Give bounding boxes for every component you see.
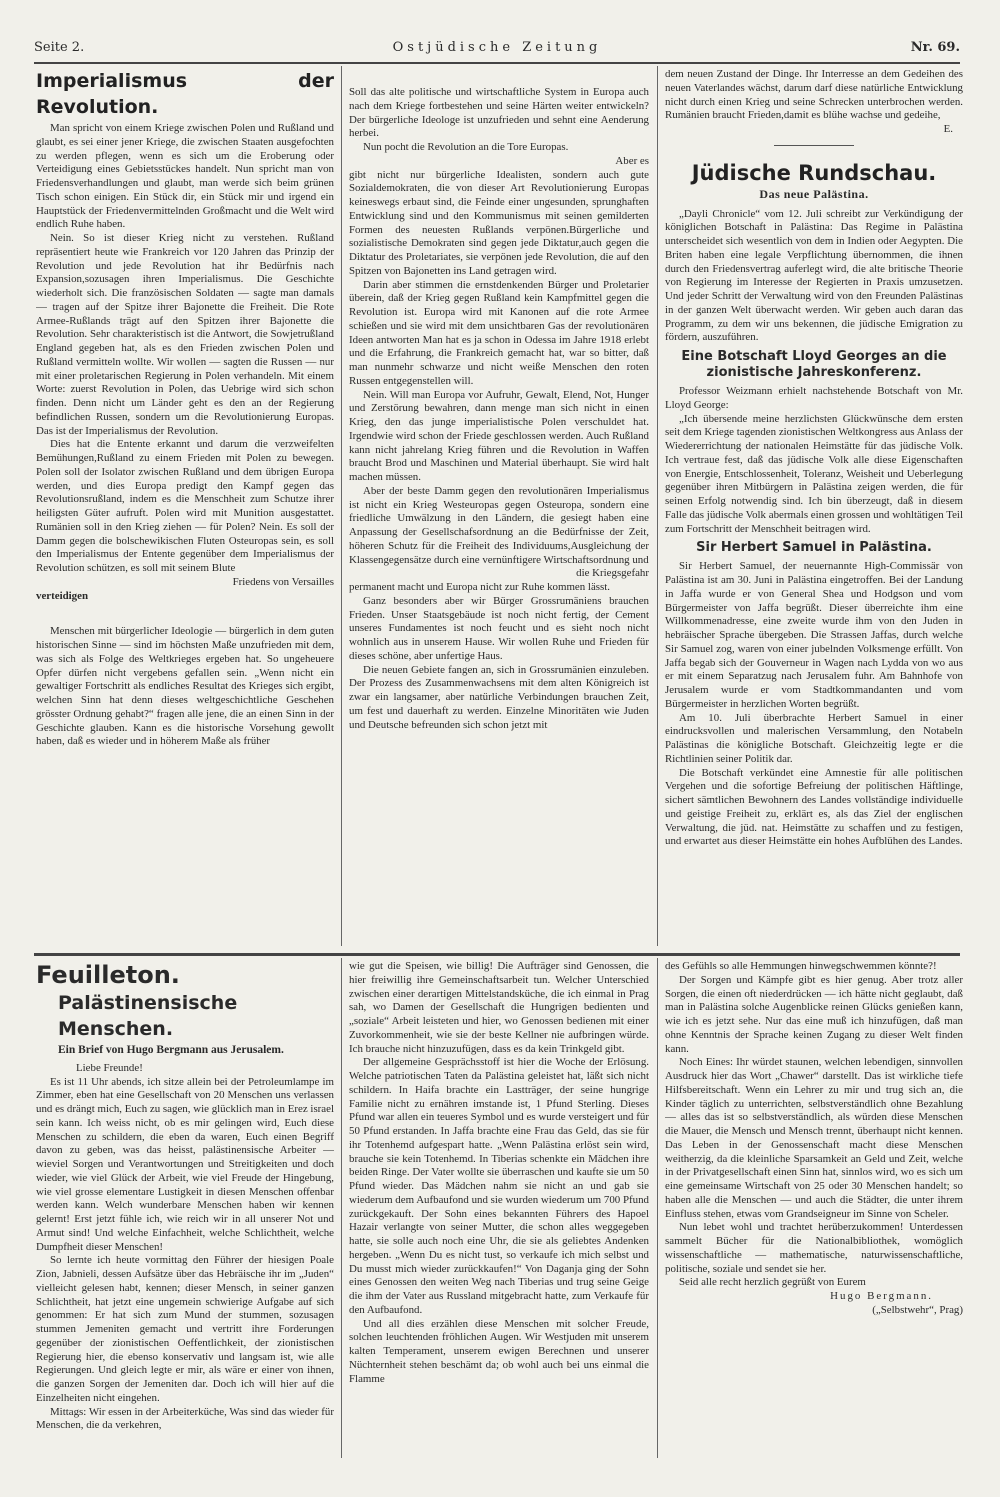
feuilleton-rule [34, 953, 960, 956]
column-divider [341, 958, 342, 1458]
paragraph: Nein. So ist dieser Krieg nicht zu verstehen. Rußland repräsentiert heute wie Frankreich vor 120 Jahren das Prinzip der Revolution und jede Revolution hat ihr Bedürfnis nach Expansion,sozusagen ihren Imperialismus. Die Geschichte wiederholt sich. Die französischen Soldaten — sagte man damals — tragen auf der Spitze ihrer Bajonette die Freiheit. Die Rote Armee-Rußlands trägt auf den Spitzen ihrer Bajonette die Revolution. Sehr charakteristisch ist die Antwort, die Sowjetrußland England gegeben hat, als es den Frieden zwischen Polen und Rußland vermitteln wollte. Wir wollen — sagten die Russen — nur mit einer proletarischen Regierung in Polen verhandeln. Mit einem Worte: zuerst Revolution in Polen, das Uebrige wird sich schon finden. Denn nicht um Länder geht es den an der Regierung befindlichen Russen, sondern um die Revolutionierung Europas. Das ist der Imperialismus der Revolution. [36, 232, 334, 437]
author-initial: E. [943, 123, 953, 135]
paragraph: wie gut die Speisen, wie billig! Die Aufträger sind Genossen, die hier freiwillig ihre Gemeinschaftsarbeit tun. Welcher Unterschied zwischen einer derartigen Mittelstandsküche, die ich einmal in Prag sah, wo Damen der Gesellschaft die Hungrigen bedienten und „soziale“ Arbeit leisteten und hier, wo Genossen bedienen mit einer Zuvorkommenheit, wie sie der beste Kellner nie aufbringen würde. Ich brauche nicht hinzuzufügen, dass es da kein Trinkgeld gibt. [349, 960, 649, 1055]
feuilleton-column-3 [665, 960, 963, 1460]
page-header [34, 40, 960, 60]
section-title: Jüdische Rundschau. [691, 160, 937, 185]
issue-number: Nr. 69. [910, 40, 960, 55]
subheading: Das neue Palästina. [759, 186, 869, 201]
paragraph: dem neuen Zustand der Dinge. Ihr Interresse an dem Gedeihen des neuen Vaterlandes wächst, darum darf diese natürliche Entwicklung nicht durch einen Krieg und seine Schrecken unterbrochen werden. Rumänien braucht Frieden,damit es blühe wachse und gedeihe, [665, 68, 963, 122]
newspaper-title: Ostjüdische Zeitung [392, 40, 602, 55]
paragraph: Noch Eines: Ihr würdet staunen, welchen lebendigen, sinnvollen Ausdruck hier das Wort „Chawer“ darstellt. Das ist wirkliche tiefe Hilfsbereitschaft. Wenn ein Lehrer zu mir und trug sich an, die Kinder täglich zu unterrichten, selbstverständlich ohne Bezahlung — alles das ist so selbstverständlich, als würden diese Menschen die Mauer, die Mensch und Mensch trennt, überhaupt nicht kennen. Das Leben in der Genossenschaft macht diese Menschen weitherzig, da die kleinliche Sparsamkeit an Geld und Zeit, welche in der Privatgesellschaft einen Sinn hat, sinnlos wird, wo es sich um eine gemeinsame Wirtschaft von 25 oder 30 Menschen handelt; so haben alle die Menschen — und auch die Städter, die unter ihrem Einfluss stehen, etwas vom Grandseigneur im Sinne von Scheler. [665, 1056, 963, 1220]
subheading: Eine Botschaft Lloyd Georges an die zionistische Jahreskonferenz. [681, 349, 947, 380]
paragraph: Soll das alte politische und wirtschaftliche System in Europa auch nach dem Kriege fortbestehen und seine Härten weiter entwickeln? Der bürgerliche Ideologe ist unzufrieden und sehnt eine Aenderung herbei. [349, 86, 649, 140]
page-number: Seite 2. [34, 40, 85, 55]
paragraph: Es ist 11 Uhr abends, ich sitze allein bei der Petroleumlampe im Zimmer, eben hat eine Gesellschaft von 20 Menschen uns verlassen und es drängt mich, Euch zu sagen, wie glücklich man in Erez israel sein kann. Ich weiss nicht, ob es mir gelingen wird, Euch diese Menschen zu schildern, die eben da waren, Euch einen Begriff davon zu geben, was das heisst, palästinensische Arbeiter — wieviel Sorgen und Verantwortungen und Streitigkeiten und doch wieder, wie viel Glück der Arbeit, wie viel Freude der Hingebung, wie viel grosse elementare Lustigkeit in diesen Menschen offenbar werden kann. Welch wunderbare Menschen haben wir kennen gelernt! Erst jetzt fühle ich, wie reich wir in all unserer Not und Armut sind! Und welche Einfachheit, welche Schlichtheit, welche Dumpfheit dieser Menschen! [36, 1075, 334, 1253]
article-column-1 [36, 68, 334, 948]
paragraph: „Ich übersende meine herzlichsten Glückwünsche dem ersten seit dem Kriege tagenden zionistischen Weltkongress aus Anlass der Wiedererrichtung der nationalen Heimstätte für das jüdische Volk. Ich vertraue fest, daß das jüdische Volk alle diese Eigenschaften von Energie, Entschlossenheit, Toleranz, Weisheit und Ueberlegung gegenüber ihren Mitbürgern in Palästina zeigen werden, die für seinen Erfolg notwendig sind. Ich bin überzeugt, daß in diesem Falle das jüdische Volk abermals einen grossen und wohltätigen Teil zum Fortschritt der Menschheit beitragen wird. [665, 412, 963, 535]
paragraph: verteidigen [36, 589, 89, 602]
paragraph: Nun pocht die Revolution an die Tore Europas. [363, 141, 569, 153]
paragraph: Am 10. Juli überbrachte Herbert Samuel in einer eindrucksvollen und malerischen Versammlung, den Notabeln Palästinas die königliche Botschaft. Gleichzeitig legte er die Richtlinien seiner Politik dar. [665, 711, 963, 765]
paragraph: Mittags: Wir essen in der Arbeiterküche, Was sind das wieder für Menschen, die da verkehren, [36, 1405, 334, 1432]
paragraph: Der Sorgen und Kämpfe gibt es hier genug. Aber trotz aller Sorgen, die einen oft niederdrücken — ich hätte nicht geglaubt, daß man in Palästina solche Augenblicke reinen Glücks genießen kann, wie ich es jetzt sehe. Nur das eine muß ich hinzufügen, daß man ohne Kenntnis der Sprache keinen Zugang zu dieser Welt finden kann. [665, 973, 963, 1055]
column-divider [341, 66, 342, 946]
paragraph: Aber der beste Damm gegen den revolutionären Imperialismus ist nicht ein Krieg Westeuropas gegen Osteuropa, sondern eine friedliche Umwälzung in den Ländern, die gesiegt haben eine Anpassung der Gesellschafsordnung an die Bedürfnisse der Zeit, höheren Schutz für die Freiheit des Individuums,Ausgleichung der Klassengegensätze durch eine vernünftigere Wirtschaftsordnung und [349, 484, 649, 566]
salutation: Liebe Freunde! [76, 1061, 143, 1074]
feuilleton-subtitle: Palästinensische Menschen. [58, 992, 238, 1040]
feuilleton-column-1 [36, 960, 334, 1460]
paragraph: permanent macht und Europa nicht zur Ruhe kommen lässt. [349, 581, 611, 593]
paragraph: Sir Herbert Samuel, der neuernannte High-Commissär von Palästina ist am 30. Juni in Palästina eingetroffen. Bei der Landung in Jaffa wurde er von General Shea und Hodgson und vom Bürgermeister von Jaffa begrüßt. Dieser überreichte ihm eine Willkommenadresse, eine zweite wurde ihm von den Juden in hebräischer Sprache übergeben. Die Strassen Jaffas, durch welche Sir Samuel zog, waren von einer jubelnden Volksmenge erfüllt. Von Jaffa begab sich der Gouverneur in Wagen nach Lydda von wo aus er mit einem Separatzug nach Jerusalem fuhr. Am Bahnhofe von Jerusalem wurde er vom Stadtkommandanten und vom Bürgermeister in herzlichen Worten begrüßt. [665, 560, 963, 710]
article-title: Imperialismus der Revolution. [36, 70, 334, 118]
feuilleton-title: Feuilleton. [36, 961, 180, 989]
paragraph: Aber es [615, 154, 649, 167]
paragraph: So lernte ich heute vormittag den Führer der hiesigen Poale Zion, Jabnieli, dessen Aufsätze über das Hebräische ihr im „Juden“ vielleicht gelesen habt, kennen; dieser Mensch, in seiner ganzen Schlichtheit, hat jetzt eine ungemein schwierige Aufgabe auf sich genommen: Er hat sich zum Mund der stummen, sozusagen stummen Jemeniten gemacht und vertritt ihre Forderungen gegenüber der zionistischen Oeffentlichkeit, der zionistischen Regierung hier, die ebenso konservativ und langsam ist, wie alle Regierungen. Und gleich legte er mir, als wäre er einer von ihnen, die ganzen Sorgen der Jemeniten dar. Doch ich will hier auf die Einzelheiten nicht eingehen. [36, 1254, 334, 1404]
feuilleton-byline: Ein Brief von Hugo Bergmann aus Jerusalem. [58, 1044, 284, 1056]
separator [774, 145, 854, 146]
paragraph: Darin aber stimmen die ernstdenkenden Bürger und Proletarier überein, daß der Krieg gegen Rußland kein Kampfmittel gegen die Revolution ist. Europa wird mit Kanonen auf die rote Armee schießen und sie wird mit dem unsichtbaren Gas der revolutionären Ideen antworten Man hat es ja schon in Odessa im Jahre 1918 erlebt und die Erfahrung, die Frankreich gemacht hat, war so bitter, daß man nunmehr schwarze und nicht weiße Menschen den roten Russen entgegenstellen will. [349, 278, 649, 387]
article-column-3 [665, 68, 963, 948]
paragraph: Der allgemeine Gesprächsstoff ist hier die Woche der Erlösung. Welche patriotischen Taten da Palästina geleistet hat, läßt sich nicht schildern. In Haifa brachte ein Lastträger, der seine hungrige Familie nicht zu ernähren imstande ist, 1 Pfund Sterling. Dieses Pfund war allen ein teueres Symbol und es wurde versteigert und für 50 Pfund erstanden. In Jaffa brachte eine Frau das Geld, das sie für ihr Totenhemd aufgespart hatte. „Wenn Palästina erlöst sein wird, brauche sie kein Totenhemd. In Tiberias schenkte ein Mädchen ihre beiden Ringe. Der Vater wollte sie überraschen und kaufte sie um 50 Pfund wieder. Das Mädchen nahm sie nicht an und gab sie wiederum dem Aufbaufond und sie wurden wiederum um 700 Pfund zurückgekauft. Der Sohn eines bekannten Führers des Hapoel Hazair verlangte von seiner Mutter, die schon alles weggegeben hatte, sie solle auch noch eine Uhr, die sie als geliebtes Andenken hergeben. „Wenn Du es nicht tust, so verkaufe ich mich selbst und Du musst mich wieder zurückkaufen!“ Von Daganja ging der Sohn eines Genossen den weiten Weg nach Tiberias und trug seine Geige die ihm der Vater aus Russland mitgebracht hatte, zum Verkaufe für den Aufbaufond. [349, 1056, 649, 1316]
paragraph: Man spricht von einem Kriege zwischen Polen und Rußland und glaubt, es sei einer jener Kriege, die zwischen Staaten ausgefochten zu werden pflegen, wenn es sich um die Eroberung oder Verteidigung eines Gebietsstückes handelt. Nun spricht man von Friedensverhandlungen und glaubt, man werde sich beim grünen Tisch schon einigen. Ein Stück dir, ein Stück mir und irgend ein Hauptstück der Friedenvermittelnden Großmacht und die Welt wird endlich Ruhe haben. [36, 122, 334, 231]
paragraph: Die Botschaft verkündet eine Amnestie für alle politischen Vergehen und die sofortige Befreiung der politischen Häftlinge, sichert sämtlichen Bewohnern des Landes vollständige individuelle und geistige Freiheit zu, erklärt es, als das Ziel der englischen Verwaltung, die jüd. nat. Heimstätte zu schaffen und zu festigen, und erwartet aus dieser Heimstätte ein hohes Aufblühen des Landes. [665, 766, 963, 848]
subheading: Sir Herbert Samuel in Palästina. [696, 540, 932, 556]
header-rule [34, 62, 960, 64]
paragraph: gibt nicht nur bürgerliche Idealisten, sondern auch gute Sozialdemokraten, die von dieser Art Revolutionierung Europas keineswegs erbaut sind, die Feinde einer ungesunden, sprunghaften Entwicklung sind und den Kommunismus mit seinen gemilderten Formen des neuesten Rußlands verpönen.Bürgerliche und sozialistische Demokraten sind gegen jede Diktatur,auch gegen die Diktatur des Proletariates, sie verpönen jede Revolution, die auf den Spitzen von Bajonetten ins Land getragen wird. [349, 168, 649, 277]
paragraph: Nein. Will man Europa vor Aufruhr, Gewalt, Elend, Not, Hunger und Zerstörung bewahren, dann menge man sich nicht in einen Krieg, den das junge imperialistische Polen verschuldet hat. Irgendwie wird schon der Friede geschlossen werden. Auch Rußland kann nicht jahrelang Krieg führen und die Revolution in Waffen braucht Brod und Maschinen und Material überhaupt. Sie wird halt machen müssen. [349, 388, 649, 483]
paragraph: des Gefühls so alle Hemmungen hinwegschwemmen könnte?! [665, 960, 937, 972]
paragraph: Friedens von Versailles [232, 575, 334, 588]
paragraph: Ganz besonders aber wir Bürger Grossrumäniens brauchen Frieden. Unser Staatsgebäude ist noch nicht fertig, der Cement unseres Fundamentes ist noch feucht und es sieht noch nicht wohnlich aus in unserem Hause. Wir wollen Ruhe und Frieden für dieses schöne, aber unfertige Haus. [349, 594, 649, 662]
column-divider [657, 958, 658, 1458]
article-column-2 [349, 86, 649, 948]
paragraph: „Dayli Chronicle“ vom 12. Juli schreibt zur Verkündigung der königlichen Botschaft in Palästina: Das Regime in Palästina unterscheidet sich wesentlich von dem in Indien oder Aegypten. Die Briten haben eine legale Verpflichtung übernommen, die ihnen durch den Friedensvertrag auferlegt wird, die alte britische Theorie von Regierung im Interesse der Regierten in Praxis umzusetzen. Und jeder Schritt der Verwaltung wird von den Freunden Palästinas in der ganzen Welt überwacht werden. Wir geben auch daran das Programm, zu dem wir uns bekennen, die jüdische Emigration zu fördern, auszuführen. [665, 207, 963, 344]
paragraph: Menschen mit bürgerlicher Ideologie — bürgerlich in dem guten historischen Sinne — sind im höchsten Maße unzufrieden mit dem, was sich als Folge des Weltkrieges ergeben hat. So ungeheuere Opfer dürfen nicht vergebens gefallen sein. „Wenn nicht ein gewaltiger Fortschritt als endliches Resultat des Krieges sich ergibt, welchen Sinn hat denn dieses weltgeschichtliche Geschehen grösster Ordnung gehabt?“ fragen alle jene, die an einen Sinn in der Geschichte glauben. Kann es die historische Vorsehung gewollt haben, daß es wieder und in höherem Maße als früher [36, 625, 334, 748]
signature: Hugo Bergmann. [830, 1290, 933, 1302]
paragraph: Seid alle recht herzlich gegrüßt von Eurem [679, 1276, 866, 1289]
column-divider [657, 66, 658, 946]
feuilleton-column-2 [349, 960, 649, 1460]
paragraph: Professor Weizmann erhielt nachstehende Botschaft von Mr. Lloyd George: [665, 385, 963, 411]
paragraph: Dies hat die Entente erkannt und darum die verzweifelten Bemühungen,Rußland zu einem Frieden mit Polen zu bewegen. Polen soll der Isolator zwischen Rußland und dem übrigen Europa werden, und dies Europa predigt den Kampf gegen das Revolutionsrußland, indem es die Menschheit zum Schutze ihrer heiligsten Güter aufruft. Polen wird mit Munition ausgestattet. Rumänien soll in den Krieg ziehen — für Polen? Nein. Es soll der Damm gegen die bolschewikischen Fluten Osteuropas sein, es soll den Imperialismus der Entente gegenüber dem Imperialismus der Revolution schützen, es soll mit seinem Blute [36, 438, 334, 574]
paragraph: Die neuen Gebiete fangen an, sich in Grossrumänien einzuleben. Der Prozess des Zusammenwachsens mit dem alten Königreich ist zwar ein langsamer, aber natürliche Verbindungen brauchen Zeit, um fest und dauerhaft zu werden. Einzelne Minoritäten wie Juden und Deutsche befreunden sich schon jetzt mit [349, 663, 649, 731]
source-note: („Selbstwehr“, Prag) [872, 1303, 963, 1316]
paragraph: die Kriegsgefahr [576, 567, 649, 580]
paragraph: Und all dies erzählen diese Menschen mit solcher Freude, solchen leuchtenden fröhlichen Augen. Wir Westjuden mit unserem kalten Temperament, unserem ewigen Berechnen und unserer Nüchternheit stehen beschämt da; ob wohl auch bei uns einmal die Flamme [349, 1317, 649, 1385]
paragraph: Nun lebet wohl und trachtet herüberzukommen! Unterdessen sammelt Bücher für die Nationalbibliothek, womöglich wissenschaftliche — mathematische, naturwissenschaftliche, politische, soziale und sendet sie her. [665, 1221, 963, 1275]
